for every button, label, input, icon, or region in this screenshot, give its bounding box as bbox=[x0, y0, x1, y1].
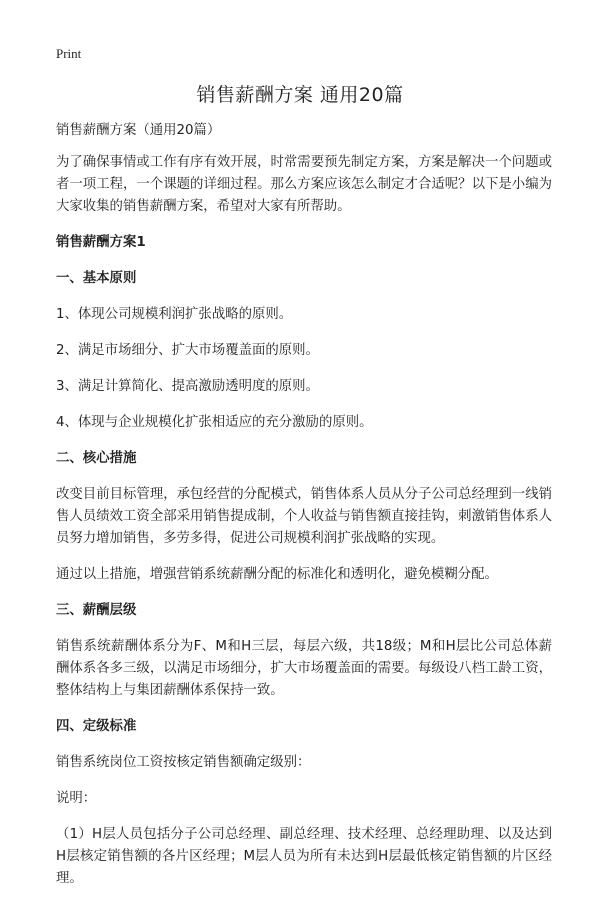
heading-basic-principles: 一、基本原则 bbox=[56, 271, 137, 286]
heading-core-measures: 二、核心措施 bbox=[56, 451, 137, 466]
document-title: 销售薪酬方案 通用20篇 bbox=[196, 84, 404, 106]
heading-salary-levels: 三、薪酬层级 bbox=[56, 603, 137, 618]
grading-paragraph: 销售系统岗位工资按核定销售额确定级别： bbox=[56, 755, 311, 770]
principle-item: 4、体现与企业规模化扩张相适应的充分激励的原则。 bbox=[56, 415, 373, 430]
intro-paragraph: 为了确保事情或工作有序有效开展，时常需要预先制定方案，方案是解决一个问题或者一项工程，一个课题的详细过程。那么方案应该怎么制定才合适呢？以下是小编为大家收集的销售薪酬方案，希望对大家有所帮助。 bbox=[56, 155, 552, 214]
document-subtitle: 销售薪酬方案（通用20篇） bbox=[56, 123, 221, 138]
principle-item: 3、满足计算简化、提高激励透明度的原则。 bbox=[56, 379, 319, 394]
document-body bbox=[56, 120, 552, 904]
heading-grading-standard: 四、定级标准 bbox=[56, 719, 137, 734]
measures-paragraph: 通过以上措施，增强营销系统薪酬分配的标准化和透明化，避免模糊分配。 bbox=[56, 567, 498, 582]
section-title: 销售薪酬方案1 bbox=[56, 235, 146, 250]
levels-paragraph: 销售系统薪酬体系分为F、M和H三层，每层六级，共18级；M和H层比公司总体薪酬体系各多三级，以满足市场细分，扩大市场覆盖面的需要。每级设八档工龄工资，整体结构上与集团薪酬体系保持一致。 bbox=[56, 639, 552, 698]
measures-paragraph: 改变目前目标管理，承包经营的分配模式，销售体系人员从分子公司总经理到一线销售人员绩效工资全部采用销售提成制，个人收益与销售额直接挂钩，刺激销售体系人员努力增加销售，多劳多得，促进公司规模利润扩张战略的实现。 bbox=[56, 487, 552, 546]
print-link[interactable]: Print bbox=[56, 46, 82, 61]
grading-paragraph: （1）H层人员包括分子公司总经理、副总经理、技术经理、总经理助理、以及达到H层核定销售额的各片区经理；M层人员为所有未达到H层最低核定销售额的片区经理。 bbox=[56, 827, 552, 886]
principle-item: 1、体现公司规模利润扩张战略的原则。 bbox=[56, 307, 293, 322]
principle-item: 2、满足市场细分、扩大市场覆盖面的原则。 bbox=[56, 343, 319, 358]
grading-paragraph: 说明： bbox=[56, 791, 97, 806]
